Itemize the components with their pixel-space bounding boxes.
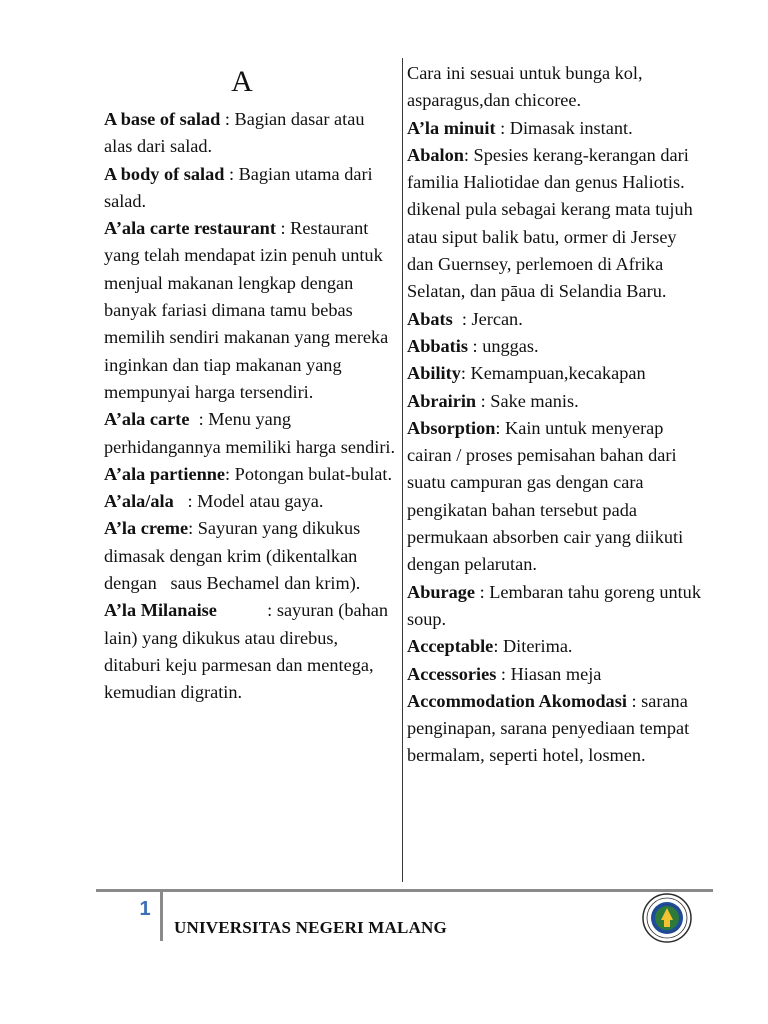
glossary-entry [407,306,703,333]
glossary-entry [104,461,396,488]
entry-term: Ability [407,363,461,384]
entry-definition: : Model atau gaya. [173,491,324,512]
left-column [104,62,396,707]
entry-definition: : sayuran (bahan lain) yang dikukus atau direbus, ditaburi keju parmesan dan mentega, kemudian digratin. [104,600,393,703]
entry-term: Aburage [407,581,476,602]
entry-term: A’la minuit [407,117,496,138]
right-column [407,60,706,770]
entry-term: Accessories [407,663,497,684]
glossary-entry [407,142,703,306]
glossary-entry [104,106,396,161]
entry-definition: : Sayuran yang dikukus dimasak dengan krim (dikentalkan dengan saus Bechamel dan krim). [104,518,365,594]
university-seal-icon [642,893,692,943]
glossary-entry [407,115,703,142]
entry-definition: : unggas. [467,335,539,356]
entry-term: Abats [407,308,453,329]
glossary-entry [407,360,703,387]
glossary-entry [407,333,703,360]
entry-definition: : Kain untuk menyerap cairan / proses pemisahan bahan dari suatu campuran gas dengan cara pengikatan bahan tersebut pada permukaan absorben cair yang diikuti dengan pelarutan. [407,417,688,575]
continuation-text: Cara ini sesuai untuk bunga kol, asparagus,dan chicoree. [407,63,643,111]
glossary-entry [407,388,703,415]
glossary-entry [407,579,706,634]
entry-term: Absorption [407,417,496,438]
footer-institution-name: UNIVERSITAS NEGERI MALANG [174,918,447,937]
entry-definition: : Spesies kerang-kerangan dari familia Haliotidae dan genus Haliotis. dikenal pula sebagai kerang mata tujuh atau siput balik batu, ormer di Jersey dan Guernsey, perlemoen di Afrika Selatan, dan pāua di Selandia Baru. [407,144,698,302]
entry-definition: : Bagian utama dari salad. [104,163,378,211]
glossary-entry [104,161,396,216]
entry-term: Abrairin [407,390,477,411]
entry-term: A’ala partienne [104,463,226,484]
entry-definition: : Jercan. [452,308,523,329]
glossary-entry [104,488,396,515]
entry-definition: : Hiasan meja [496,663,602,684]
entry-term: A’la Milanaise [104,600,217,621]
entry-definition: : Lembaran tahu goreng untuk soup. [407,581,706,629]
glossary-entry [104,515,396,597]
entry-term: A’ala/ala [104,491,174,512]
footer-rule [96,889,713,892]
left-entries [104,106,396,707]
entry-term: A’ala carte restaurant [104,218,276,239]
glossary-entry [104,597,396,706]
entry-term: A base of salad [104,109,221,129]
entry-definition: : Kemampuan,kecakapan [460,363,646,384]
entry-definition: : Menu yang perhidangannya memiliki harga sendiri. [104,409,396,457]
page-number: 1 [139,898,151,920]
entry-definition: : Dimasak instant. [495,117,633,138]
entry-definition: : Diterima. [493,636,573,657]
entry-term: A’la creme [104,518,189,539]
glossary-entry [407,633,703,660]
glossary-entry [407,415,703,579]
entry-definition: : Sake manis. [476,390,579,411]
glossary-entry [407,688,703,770]
glossary-entry [407,661,703,688]
glossary-entry [104,406,396,461]
entry-term: Abbatis [407,335,468,356]
entry-term: Acceptable [407,636,494,657]
glossary-entry [104,215,396,406]
entry-definition: : Potongan bulat-bulat. [225,463,393,484]
footer-divider [160,891,163,941]
entry-term: A’ala carte [104,409,190,430]
entry-term: Accommodation Akomodasi [407,690,627,711]
column-divider [402,58,403,882]
entry-term: A body of salad [104,163,225,184]
entry-definition: : Bagian dasar atau alas dari salad. [104,109,370,157]
section-letter-heading: A [231,65,253,98]
entry-definition: : sarana penginapan, sarana penyediaan tempat bermalam, seperti hotel, losmen. [407,690,694,766]
entry-definition: : Restaurant yang telah mendapat izin penuh untuk menjual makanan lengkap dengan banyak fariasi dimana tamu bebas memilih sendiri makanan yang mereka inginkan dan tiap makanan yang mempunyai harga tersendiri. [104,218,393,402]
entry-term: Abalon [407,144,464,165]
